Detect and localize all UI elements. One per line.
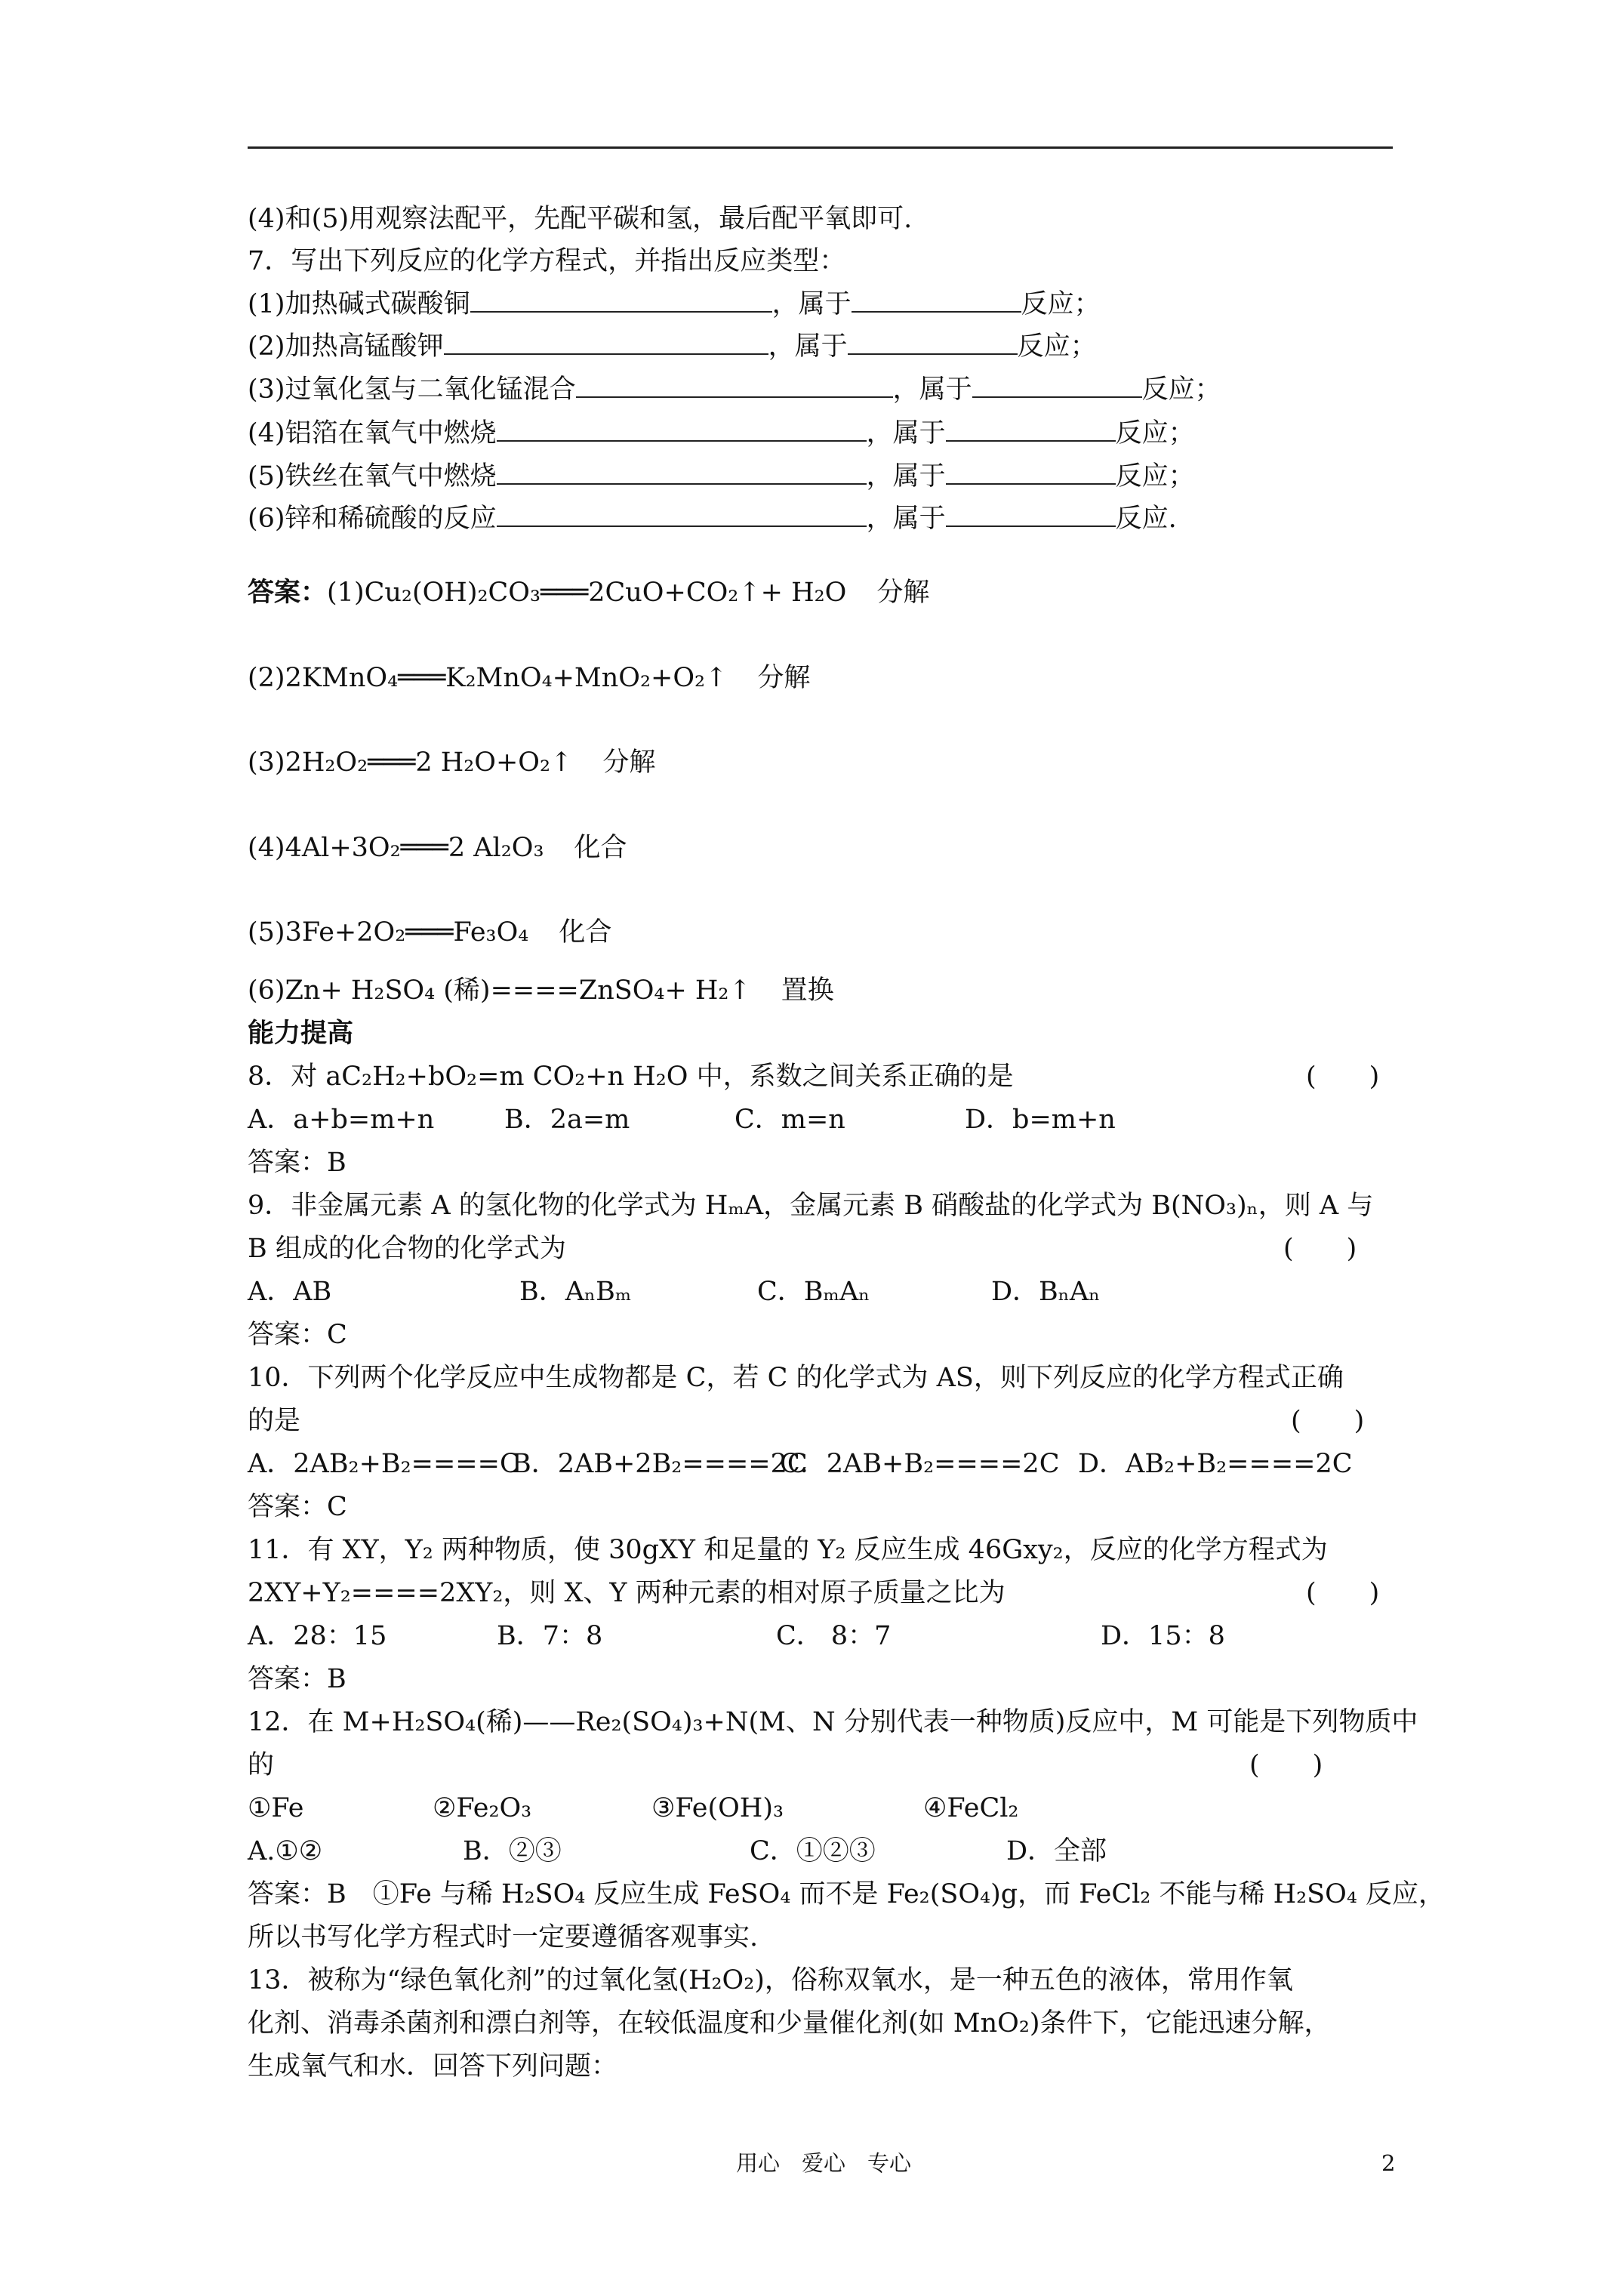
q12-answer-1: 答案：B ①Fe 与稀 H₂SO₄ 反应生成 FeSO₄ 而不是 Fe₂(SO₄)g，而 FeCl₂ 不能与稀 H₂SO₄ 反应， (248, 1879, 1445, 1909)
equation: (3)2H₂O₂═══2 H₂O+O₂↑ (248, 747, 573, 778)
option-d[interactable]: D．全部 (1006, 1836, 1107, 1866)
q7-item-4 (248, 417, 1195, 450)
equation: (1)Cu₂(OH)₂CO₃═══2CuO+CO₂↑+ H₂O (327, 578, 847, 608)
option-d[interactable]: D．b=m+n (965, 1105, 1116, 1135)
option-d[interactable]: D．15：8 (1101, 1621, 1225, 1651)
q7-suffix: 反应； (1021, 289, 1101, 319)
q9-stem-2: B 组成的化合物的化学式为 (248, 1234, 566, 1264)
q8-options (248, 1103, 1116, 1136)
type-blank[interactable] (852, 290, 1021, 313)
type-blank[interactable] (848, 332, 1018, 355)
q7-item-6 (248, 502, 1177, 535)
q7-suffix: 反应. (1115, 504, 1177, 534)
page-number: 2 (1381, 2150, 1396, 2176)
q7-stem: 7．写出下列反应的化学方程式，并指出反应类型： (248, 246, 846, 276)
substance-4: ④FeCl₂ (923, 1793, 1019, 1823)
answer-label: 答案： (248, 577, 328, 608)
answer-blank[interactable] (470, 290, 772, 313)
type-blank[interactable] (972, 375, 1142, 398)
q9-answer-bracket[interactable]: ( ) (1283, 1234, 1357, 1264)
equation: (6)Zn+ H₂SO₄ (稀)====ZnSO₄+ H₂↑ (248, 975, 751, 1006)
q10-answer: 答案：C (248, 1492, 347, 1522)
q7-suffix: 反应； (1115, 418, 1195, 448)
q11-stem-2: 2XY+Y₂====2XY₂，则 X、Y 两种元素的相对原子质量之比为 (248, 1578, 1006, 1608)
reaction-type: 化合 (559, 917, 612, 948)
q7-answer-6 (248, 974, 834, 1007)
q7-answer-3 (248, 746, 655, 779)
q7-item-label: (5)铁丝在氧气中燃烧 (248, 461, 497, 492)
q11-answer: 答案：B (248, 1664, 346, 1694)
q6-note: (4)和(5)用观察法配平，先配平碳和氢，最后配平氧即可. (248, 204, 913, 234)
q9-options (248, 1275, 1100, 1308)
q7-item-2 (248, 330, 1097, 363)
q7-item-label: (2)加热高锰酸钾 (248, 331, 444, 362)
q8-stem: 8．对 aC₂H₂+bO₂=m CO₂+n H₂O 中，系数之间关系正确的是 (248, 1062, 1014, 1092)
footer-motto: 用心 爱心 专心 (736, 2150, 912, 2176)
q7-answer-2 (248, 661, 810, 695)
reaction-type: 置换 (781, 975, 834, 1006)
q10-stem-2: 的是 (248, 1406, 301, 1436)
q7-suffix: 反应； (1017, 331, 1097, 362)
option-a[interactable]: A.①② (248, 1836, 323, 1866)
q11-answer-bracket[interactable]: ( ) (1306, 1578, 1380, 1608)
q7-item-3 (248, 373, 1221, 406)
equation: (2)2KMnO₄═══K₂MnO₄+MnO₂+O₂↑ (248, 663, 728, 693)
q10-answer-bracket[interactable]: ( ) (1291, 1406, 1365, 1436)
option-a[interactable]: A．a+b=m+n (248, 1105, 435, 1135)
q13-line-2: 化剂、消毒杀菌剂和漂白剂等，在较低温度和少量催化剂(如 MnO₂)条件下，它能迅速分解， (248, 2008, 1331, 2039)
option-a[interactable]: A．28：15 (248, 1621, 387, 1651)
q7-item-label: (6)锌和稀硫酸的反应 (248, 504, 497, 534)
q13-line-3: 生成氧气和水．回答下列问题： (248, 2051, 618, 2082)
answer-blank[interactable] (497, 462, 867, 485)
q7-item-1 (248, 288, 1101, 321)
section-title: 能力提高 (248, 1018, 354, 1049)
reaction-type: 化合 (574, 833, 627, 863)
q12-options (248, 1835, 1107, 1868)
q7-suffix: 反应； (1141, 374, 1221, 405)
option-d[interactable]: D．BₙAₙ (991, 1277, 1101, 1307)
type-blank[interactable] (946, 462, 1116, 485)
option-b[interactable]: B．②③ (463, 1836, 562, 1866)
option-c[interactable]: C．①②③ (750, 1836, 876, 1866)
q13-line-1: 13．被称为“绿色氧化剂”的过氧化氢(H₂O₂)，俗称双氧水，是一种五色的液体，常用作氧 (248, 1965, 1293, 1996)
q7-belongs: ，属于 (866, 461, 946, 492)
q9-stem-1: 9．非金属元素 A 的氢化物的化学式为 HₘA，金属元素 B 硝酸盐的化学式为 B(NO₃)ₙ，则 A 与 (248, 1191, 1374, 1221)
substance-2: ②Fe₂O₃ (433, 1793, 532, 1823)
q12-substances (248, 1792, 1018, 1825)
equation: (5)3Fe+2O₂═══Fe₃O₄ (248, 917, 529, 948)
q12-answer-2: 所以书写化学方程式时一定要遵循客观事实. (248, 1922, 759, 1952)
q7-answer-4 (248, 831, 627, 864)
q11-options (248, 1620, 1225, 1653)
q8-answer-bracket[interactable]: ( ) (1306, 1062, 1380, 1092)
option-c[interactable]: C．BₘAₙ (757, 1277, 870, 1307)
q7-belongs: ，属于 (771, 289, 852, 319)
option-b[interactable]: B．7：8 (497, 1621, 603, 1651)
header-rule (248, 146, 1393, 149)
q10-stem-1: 10．下列两个化学反应中生成物都是 C，若 C 的化学式为 AS，则下列反应的化学方程式正确 (248, 1363, 1344, 1393)
substance-3: ③Fe(OH)₃ (651, 1793, 784, 1823)
type-blank[interactable] (946, 419, 1116, 442)
option-b[interactable]: B．2a=m (504, 1105, 630, 1135)
option-b[interactable]: B．AₙBₘ (519, 1277, 632, 1307)
q7-answer-1 (248, 576, 929, 609)
option-b[interactable]: B．2AB+2B₂====2C (512, 1449, 808, 1479)
substance-1: ①Fe (248, 1793, 304, 1823)
type-blank[interactable] (946, 504, 1116, 527)
reaction-type: 分解 (876, 578, 930, 608)
q7-belongs: ，属于 (892, 374, 972, 405)
q7-item-label: (3)过氧化氢与二氧化锰混合 (248, 374, 576, 405)
q7-answer-5 (248, 916, 611, 949)
answer-blank[interactable] (497, 504, 867, 527)
q7-belongs: ，属于 (768, 331, 848, 362)
q11-stem-1: 11．有 XY，Y₂ 两种物质，使 30gXY 和足量的 Y₂ 反应生成 46Gxy₂，反应的化学方程式为 (248, 1535, 1328, 1565)
answer-blank[interactable] (497, 419, 867, 442)
q7-belongs: ，属于 (866, 504, 946, 534)
option-a[interactable]: A．AB (248, 1277, 332, 1307)
option-c[interactable]: C．2AB+B₂====2C (780, 1449, 1060, 1479)
equation: (4)4Al+3O₂═══2 Al₂O₃ (248, 833, 544, 863)
q12-answer-bracket[interactable]: ( ) (1249, 1750, 1323, 1780)
q12-stem-1: 12．在 M+H₂SO₄(稀)——Re₂(SO₄)₃+N(M、N 分别代表一种物质)反应中，M 可能是下列物质中 (248, 1707, 1418, 1737)
q7-item-label: (4)铝箔在氧气中燃烧 (248, 418, 497, 448)
q10-options (248, 1447, 1353, 1481)
q7-item-label: (1)加热碱式碳酸铜 (248, 289, 470, 319)
q8-answer: 答案：B (248, 1148, 346, 1178)
reaction-type: 分解 (757, 663, 811, 693)
q7-item-5 (248, 460, 1195, 493)
q7-suffix: 反应； (1115, 461, 1195, 492)
option-c[interactable]: C． 8：7 (776, 1621, 892, 1651)
q9-answer: 答案：C (248, 1320, 347, 1350)
answer-blank[interactable] (444, 332, 768, 355)
option-c[interactable]: C．m=n (735, 1105, 845, 1135)
reaction-type: 分解 (602, 747, 656, 778)
option-d[interactable]: D．AB₂+B₂====2C (1078, 1449, 1353, 1479)
q12-stem-2: 的 (248, 1750, 275, 1780)
answer-blank[interactable] (576, 375, 893, 398)
q7-belongs: ，属于 (866, 418, 946, 448)
option-a[interactable]: A．2AB₂+B₂====C (248, 1449, 520, 1479)
